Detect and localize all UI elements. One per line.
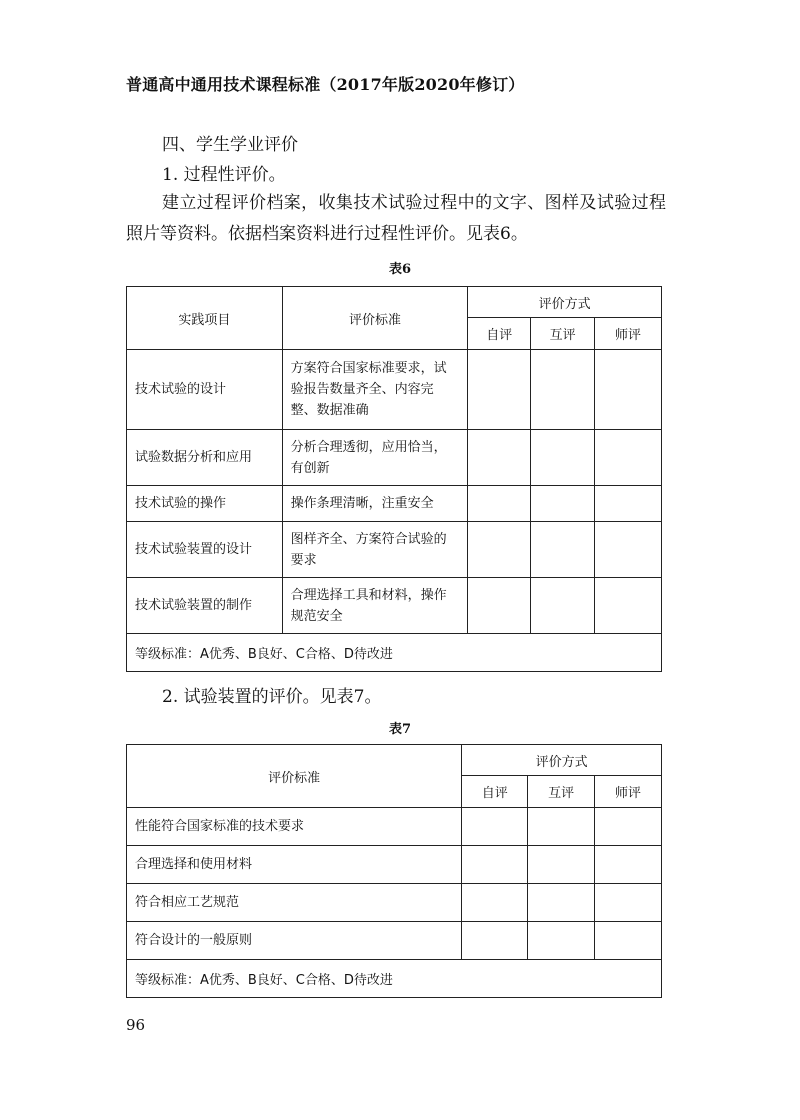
table-row bbox=[127, 522, 662, 578]
table6-header-method: 评价方式 bbox=[468, 287, 662, 318]
table6-row1-peer-cell bbox=[531, 350, 595, 430]
table7-row4-teacher-cell bbox=[595, 922, 662, 960]
table6-row1-self-cell bbox=[468, 350, 531, 430]
table6-row3-self-cell bbox=[468, 486, 531, 522]
table7-grade-note: 等级标准：A优秀、B良好、C合格、D待改进 bbox=[127, 960, 662, 998]
table6-header-self: 自评 bbox=[468, 318, 531, 350]
section-heading: 四、学生学业评价 bbox=[162, 135, 298, 155]
table7-row1-criteria: 性能符合国家标准的技术要求 bbox=[127, 808, 462, 846]
table6-row2-self-cell bbox=[468, 430, 531, 486]
table7-header-self: 自评 bbox=[462, 776, 528, 808]
table-row bbox=[127, 846, 662, 884]
table6-header-peer: 互评 bbox=[531, 318, 595, 350]
table6-row3-teacher-cell bbox=[595, 486, 662, 522]
table6-row5-project: 技术试验装置的制作 bbox=[127, 578, 283, 634]
table6-header-project: 实践项目 bbox=[127, 287, 283, 350]
table6 bbox=[126, 286, 662, 672]
table6-row5-peer-cell bbox=[531, 578, 595, 634]
table6-row1-project: 技术试验的设计 bbox=[127, 350, 283, 430]
table-row bbox=[127, 430, 662, 486]
table6-row4-teacher-cell bbox=[595, 522, 662, 578]
table7-row4-criteria: 符合设计的一般原则 bbox=[127, 922, 462, 960]
table-row bbox=[127, 350, 662, 430]
table6-row5-criteria: 合理选择工具和材料，操作规范安全 bbox=[282, 578, 468, 634]
table7-row3-criteria: 符合相应工艺规范 bbox=[127, 884, 462, 922]
table7-row3-peer-cell bbox=[528, 884, 595, 922]
table6-row4-peer-cell bbox=[531, 522, 595, 578]
table6-caption: 表6 bbox=[388, 262, 412, 277]
subheading-process-evaluation: 1. 过程性评价。 bbox=[162, 165, 286, 185]
paragraph-process-evaluation: 建立过程评价档案，收集技术试验过程中的文字、图样及试验过程照片等资料。依据档案资料进行过程性评价。见表6。 bbox=[126, 193, 666, 244]
table-row bbox=[127, 808, 662, 846]
table7-row1-self-cell bbox=[462, 808, 528, 846]
subheading-device-evaluation: 2. 试验装置的评价。见表7。 bbox=[162, 687, 382, 707]
table6-row3-criteria: 操作条理清晰，注重安全 bbox=[282, 486, 468, 522]
page-number: 96 bbox=[126, 1016, 146, 1034]
table6-row2-criteria: 分析合理透彻，应用恰当，有创新 bbox=[282, 430, 468, 486]
table7-header-method: 评价方式 bbox=[462, 745, 662, 776]
table7 bbox=[126, 744, 662, 998]
table7-row2-teacher-cell bbox=[595, 846, 662, 884]
table6-row2-peer-cell bbox=[531, 430, 595, 486]
table7-row4-peer-cell bbox=[528, 922, 595, 960]
table6-row5-self-cell bbox=[468, 578, 531, 634]
table6-row2-project: 试验数据分析和应用 bbox=[127, 430, 283, 486]
table-row bbox=[127, 922, 662, 960]
table-row bbox=[127, 578, 662, 634]
table6-header-teacher: 师评 bbox=[595, 318, 662, 350]
running-header-title: 普通高中通用技术课程标准（2017年版2020年修订） bbox=[126, 75, 525, 94]
table7-row3-self-cell bbox=[462, 884, 528, 922]
table6-row3-project: 技术试验的操作 bbox=[127, 486, 283, 522]
table7-header-teacher: 师评 bbox=[595, 776, 662, 808]
table6-row4-project: 技术试验装置的设计 bbox=[127, 522, 283, 578]
table6-row2-teacher-cell bbox=[595, 430, 662, 486]
table6-header-criteria: 评价标准 bbox=[282, 287, 468, 350]
table-row bbox=[127, 486, 662, 522]
table6-row4-self-cell bbox=[468, 522, 531, 578]
table7-row1-peer-cell bbox=[528, 808, 595, 846]
table6-row3-peer-cell bbox=[531, 486, 595, 522]
table7-header-criteria: 评价标准 bbox=[127, 745, 462, 808]
table7-row2-criteria: 合理选择和使用材料 bbox=[127, 846, 462, 884]
table6-row4-criteria: 图样齐全、方案符合试验的要求 bbox=[282, 522, 468, 578]
table6-row5-teacher-cell bbox=[595, 578, 662, 634]
table7-row1-teacher-cell bbox=[595, 808, 662, 846]
table7-caption: 表7 bbox=[388, 722, 412, 737]
table7-row4-self-cell bbox=[462, 922, 528, 960]
table6-grade-note: 等级标准：A优秀、B良好、C合格、D待改进 bbox=[127, 634, 662, 672]
table6-row1-teacher-cell bbox=[595, 350, 662, 430]
table7-row3-teacher-cell bbox=[595, 884, 662, 922]
table7-row2-self-cell bbox=[462, 846, 528, 884]
table6-row1-criteria: 方案符合国家标准要求，试验报告数量齐全、内容完整、数据准确 bbox=[282, 350, 468, 430]
table7-header-peer: 互评 bbox=[528, 776, 595, 808]
table-row bbox=[127, 884, 662, 922]
table7-row2-peer-cell bbox=[528, 846, 595, 884]
